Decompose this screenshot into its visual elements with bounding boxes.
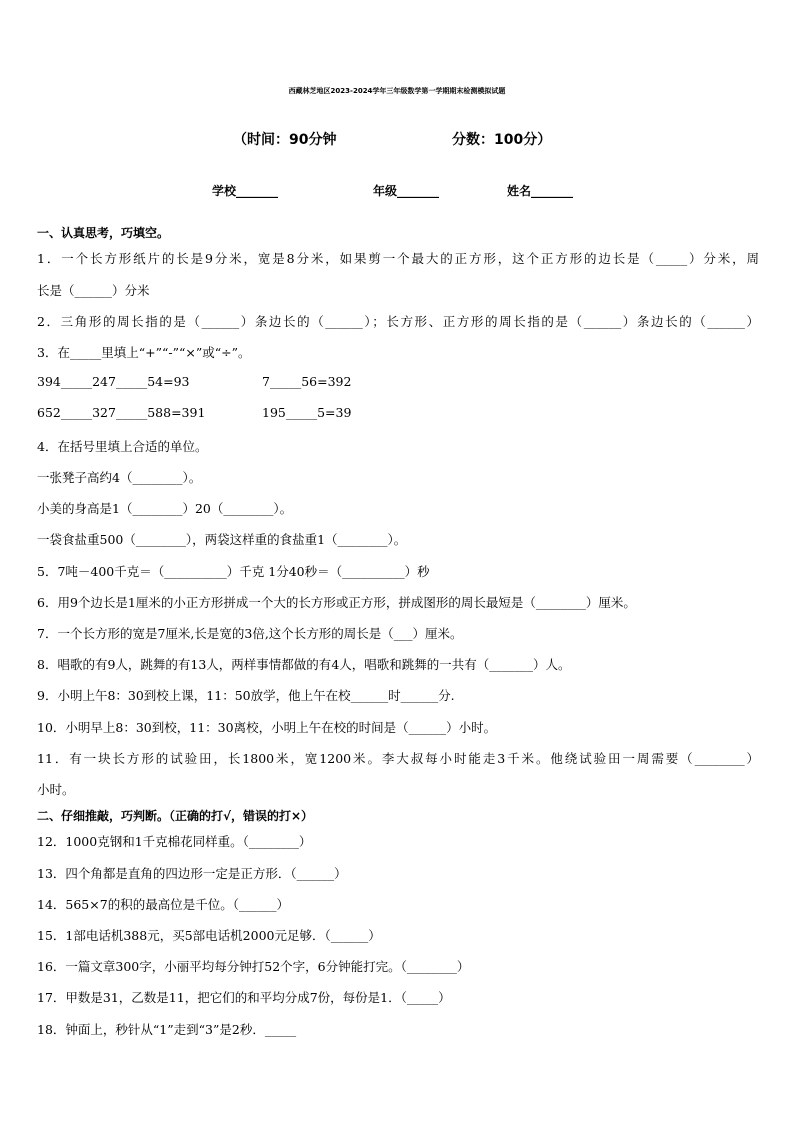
- question-8: 8．唱歌的有9人，跳舞的有13人，两样事情都做的有4人，唱歌和跳舞的一共有（_______）人。: [37, 657, 571, 672]
- question-12: 12．1000克钢和1千克棉花同样重。（________）: [37, 834, 312, 849]
- name-field: 姓名_______: [507, 184, 574, 198]
- question-13: 13．四个角都是直角的四边形一定是正方形．（______）: [37, 866, 347, 881]
- question-4-item-c: 一袋食盐重500（________），两袋这样重的食盐重1（________）。: [37, 532, 407, 547]
- question-3-item-a: 394_____247_____54=93: [37, 374, 190, 389]
- page-title: 西藏林芝地区2023-2024学年三年级数学第一学期期末检测模拟试题: [288, 87, 506, 95]
- question-7: 7．一个长方形的宽是7厘米,长是宽的3倍,这个长方形的周长是（___）厘米。: [37, 626, 463, 641]
- question-3-item-b: 7_____56=392: [262, 374, 352, 389]
- question-1-line-1: 1．一个长方形纸片的长是9分米，宽是8分米，如果剪一个最大的正方形，这个正方形的边长是（_____）分米，周: [37, 251, 759, 266]
- question-4: 4．在括号里填上合适的单位。: [37, 439, 208, 454]
- grade-field: 年级_______: [373, 184, 440, 198]
- question-4-item-a: 一张凳子高约4（________）。: [37, 470, 202, 485]
- question-17: 17．甲数是31，乙数是11，把它们的和平均分成7份，每份是1．（_____）: [37, 990, 451, 1005]
- question-16: 16．一篇文章300字，小丽平均每分钟打52个字，6分钟能打完。（________）: [37, 959, 470, 974]
- question-9: 9．小明上午8：30到校上课，11：50放学，他上午在校______时______分.: [37, 688, 455, 703]
- question-3-item-c: 652_____327_____588=391: [37, 405, 206, 420]
- section-1-heading: 一、认真思考，巧填空。: [37, 226, 170, 240]
- exam-time: （时间：90分钟: [233, 132, 337, 148]
- exam-score: 分数：100分）: [452, 132, 552, 148]
- school-field: 学校_______: [212, 184, 279, 198]
- question-1-line-2: 长是（______）分米: [37, 283, 150, 298]
- question-10: 10．小明早上8：30到校，11：30离校，小明上午在校的时间是（______）小时。: [37, 720, 497, 735]
- question-4-item-b: 小美的身高是1（________）20（________）。: [37, 501, 293, 516]
- question-3: 3．在_____里填上“+”“-”“×”或“÷”。: [37, 345, 251, 360]
- question-5: 5．7吨－400千克＝（__________）千克 1分40秒＝（__________）秒: [37, 564, 430, 579]
- question-18: 18．钟面上，秒针从“1”走到“3”是2秒．_____: [37, 1022, 297, 1037]
- question-11-line-1: 11．有一块长方形的试验田，长1800米，宽1200米。李大叔每小时能走3千米。他绕试验田一周需要（________）: [37, 751, 759, 766]
- question-6: 6．用9个边长是1厘米的小正方形拼成一个大的长方形或正方形，拼成图形的周长最短是（________）厘米。: [37, 595, 636, 610]
- question-15: 15．1部电话机388元，买5部电话机2000元足够．（______）: [37, 928, 381, 943]
- question-14: 14．565×7的积的最高位是千位。（______）: [37, 897, 289, 912]
- question-11-line-2: 小时。: [37, 782, 75, 797]
- question-2: 2．三角形的周长指的是（______）条边长的（______）；长方形、正方形的周长指的是（______）条边长的（______）: [37, 314, 759, 329]
- section-2-heading: 二、仔细推敲，巧判断。（正确的打√，错误的打×）: [37, 809, 314, 823]
- question-3-item-d: 195_____5=39: [262, 405, 352, 420]
